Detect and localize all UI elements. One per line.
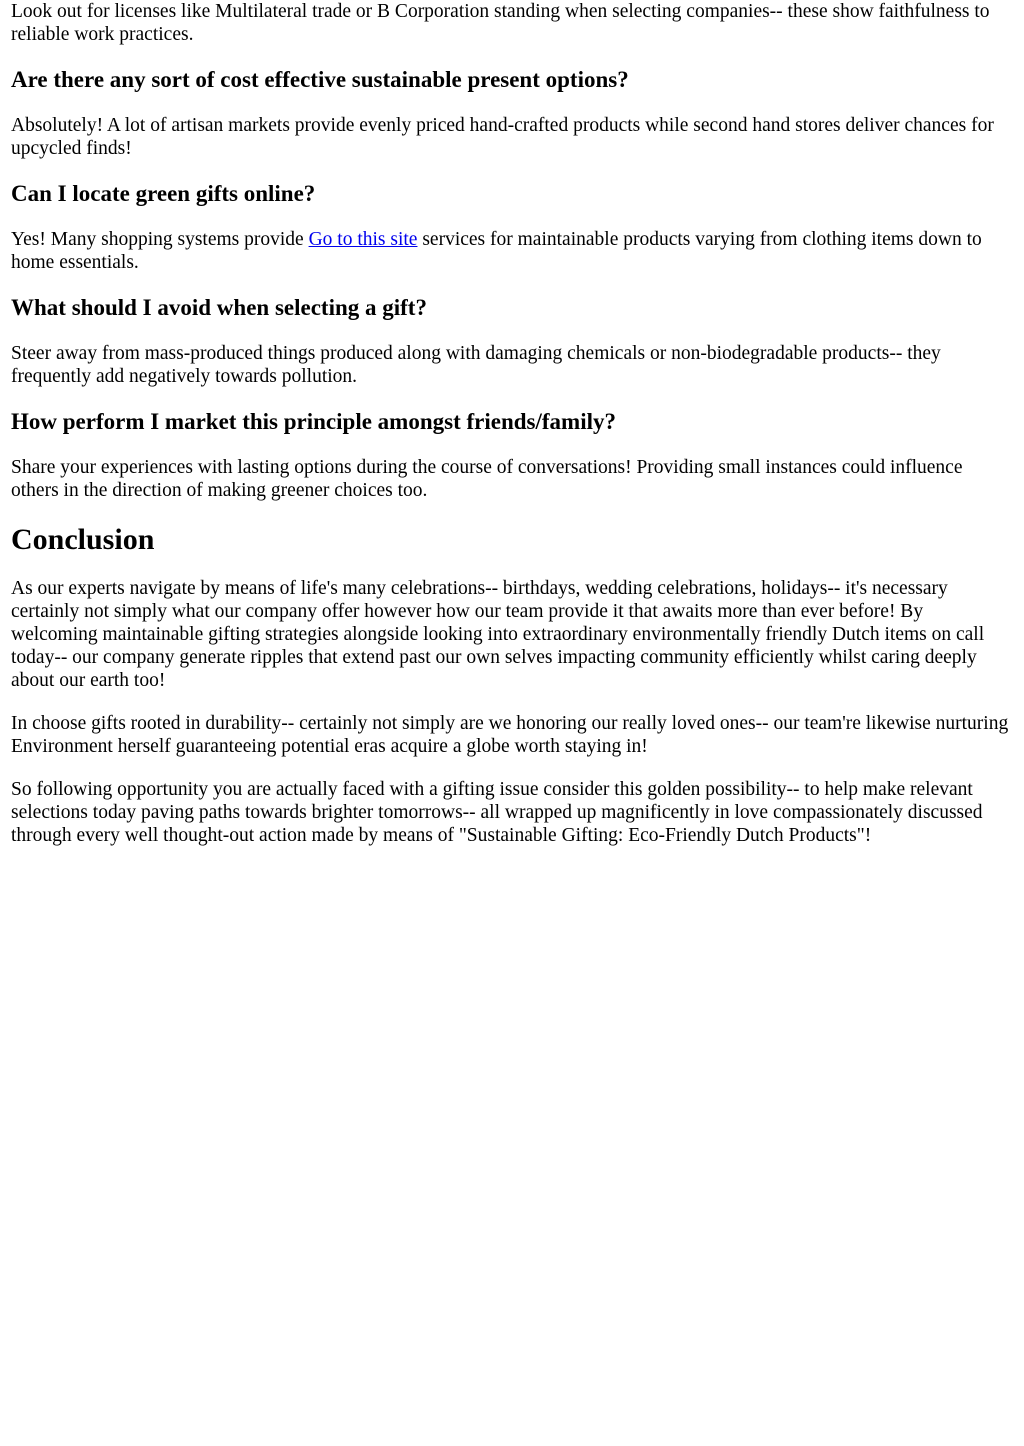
faq-answer-avoid: Steer away from mass-produced things produced along with damaging chemicals or non-biodegradable products-- they frequently add negatively towards pollution. <box>11 343 941 387</box>
faq-answer-online-before: Yes! Many shopping systems provide <box>11 229 309 250</box>
faq-answer-online-after: services for maintainable products varying from clothing items down to home essentials. <box>11 229 982 273</box>
conclusion-paragraph-1: As our experts navigate by means of life's many celebrations-- birthdays, wedding celebrations, holidays-- it's necessary certainly not simply what our company offer however how our team provide it that awaits more than ever before! By welcoming maintainable gifting strategies alongside looking into extraordinary environmentally friendly Dutch items on call today-- our company generate ripples that extend past our own selves impacting community efficiently whilst caring deeply about our earth too! <box>11 578 985 691</box>
faq-question-market: How perform I market this principle amongst friends/family? <box>11 409 616 434</box>
faq-question-avoid: What should I avoid when selecting a gift? <box>11 295 427 320</box>
faq-answer-cost-effective: Absolutely! A lot of artisan markets provide evenly priced hand-crafted products while second hand stores deliver chances for upcycled finds! <box>11 115 994 159</box>
faq-question-online: Can I locate green gifts online? <box>11 181 316 206</box>
conclusion-paragraph-3: So following opportunity you are actually faced with a gifting issue consider this golden possibility-- to help make relevant selections today paving paths towards brighter tomorrows-- all wrapped up magnificently in love compassionately discussed through every well thought-out action made by means of "Sustainable Gifting: Eco-Friendly Dutch Products"! <box>11 779 983 846</box>
faq-answer-online <box>11 228 1013 274</box>
faq-question-cost-effective: Are there any sort of cost effective sustainable present options? <box>11 67 629 92</box>
conclusion-paragraph-2: In choose gifts rooted in durability-- certainly not simply are we honoring our really loved ones-- our team're likewise nurturing Environment herself guaranteeing potential eras acquire a globe worth staying in! <box>11 713 1009 757</box>
go-to-site-link[interactable]: Go to this site <box>308 229 418 250</box>
conclusion-heading: Conclusion <box>11 523 155 556</box>
intro-paragraph: Look out for licenses like Multilateral trade or B Corporation standing when selecting companies-- these show faithfulness to reliable work practices. <box>11 1 990 45</box>
faq-answer-market: Share your experiences with lasting options during the course of conversations! Providing small instances could influence others in the direction of making greener choices too. <box>11 457 963 501</box>
